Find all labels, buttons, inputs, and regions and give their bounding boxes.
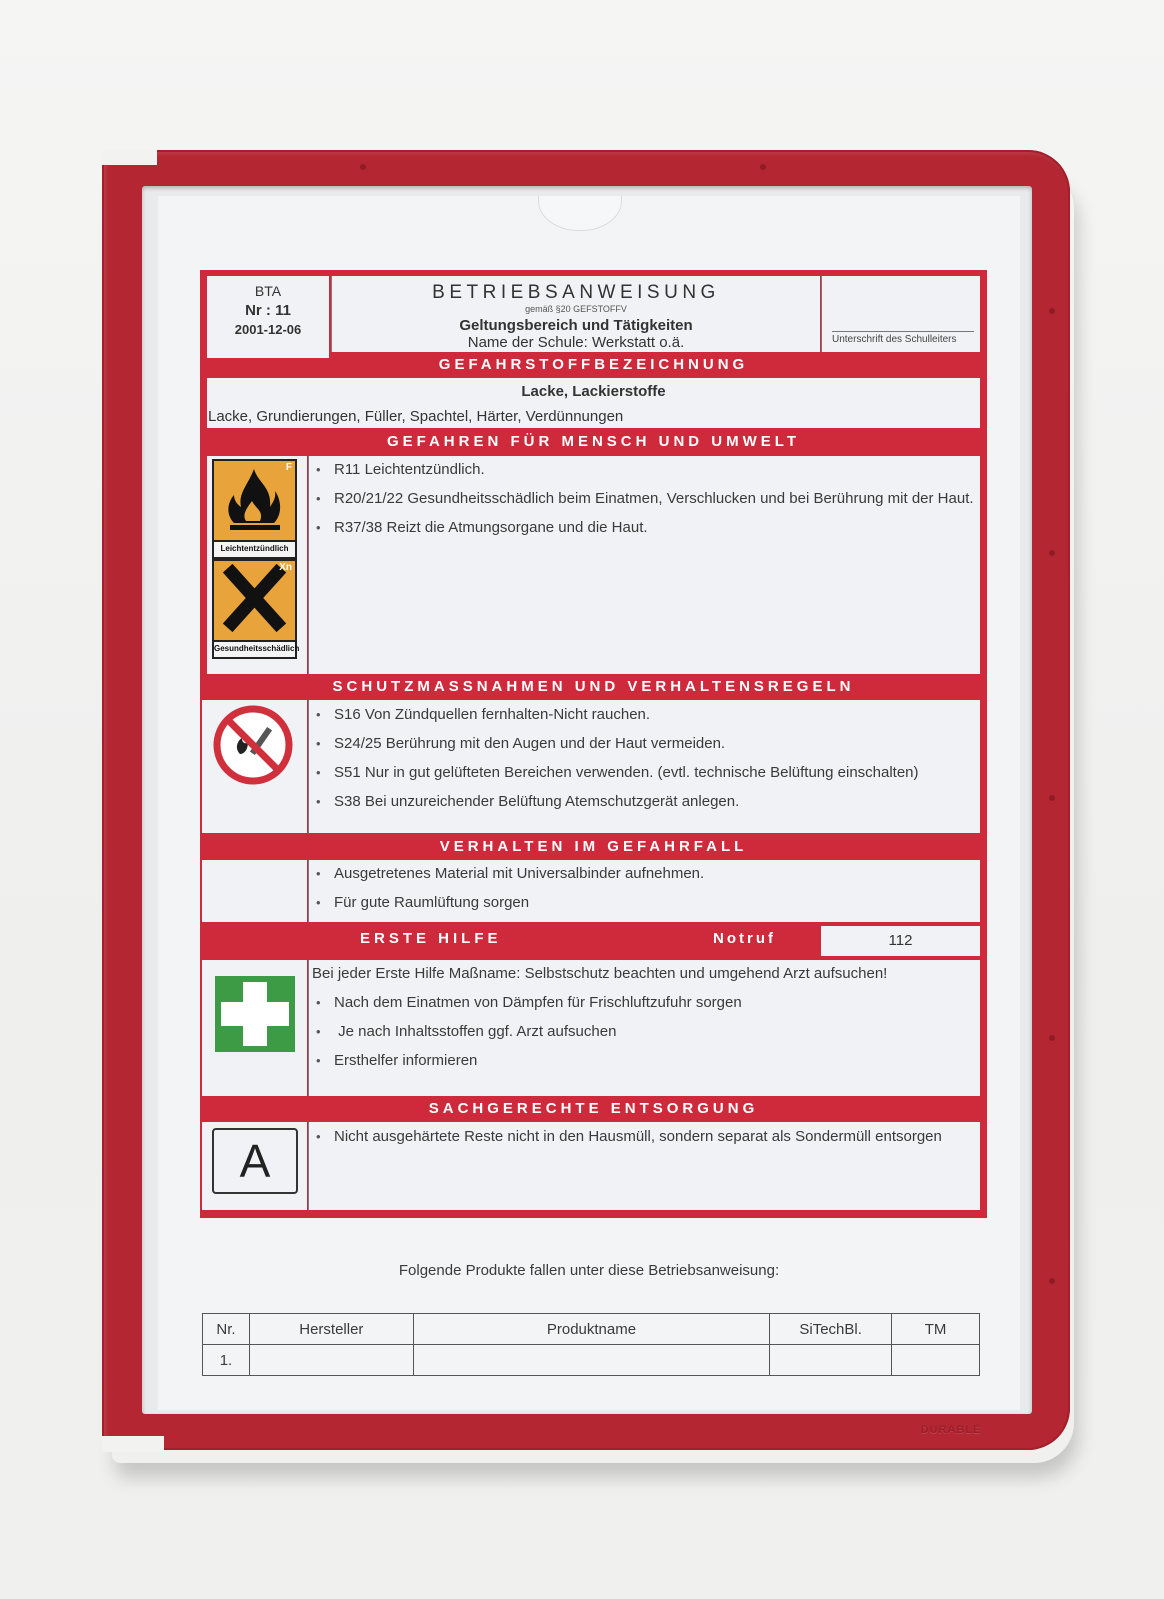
hazards-list (309, 460, 980, 537)
emergency-icon-cell (202, 860, 307, 922)
column-header: Hersteller (249, 1314, 413, 1345)
frame-hole (1049, 795, 1055, 801)
section-title-hazards: GEFAHREN FÜR MENSCH UND UMWELT (386, 433, 801, 450)
first-aid-text-cell (309, 960, 980, 1096)
hazard-symbol-harmful (212, 559, 300, 659)
brand-emboss: DURABLE (920, 1424, 982, 1436)
frame-hole (1049, 550, 1055, 556)
section-title-first-aid: ERSTE HILFE (360, 930, 502, 947)
substance-cell (207, 378, 980, 428)
frame-hole (360, 164, 366, 170)
table-cell (770, 1345, 892, 1376)
disposal-icon-cell (202, 1122, 307, 1210)
section-title-disposal: SACHGERECHTE ENTSORGUNG (428, 1100, 759, 1117)
hazard-item: • R20/21/22 Gesundheitsschädlich beim Einatmen, Verschlucken und bei Berührung mit der Haut. (309, 489, 980, 508)
table-cell (249, 1345, 413, 1376)
disposal-item: • Nicht ausgehärtete Reste nicht in den Hausmüll, sondern separat als Sondermüll entsorgen (309, 1127, 980, 1146)
hazards-text-cell (309, 456, 980, 674)
disposal-category-icon: A (212, 1128, 298, 1194)
instruction-date: 2001-12-06 (234, 322, 302, 337)
disposal-text-cell (309, 1122, 980, 1210)
hazard-label: Gesundheitsschädlich (214, 640, 295, 657)
emergency-text-cell (309, 860, 980, 922)
page-title: BETRIEBSANWEISUNG (432, 282, 720, 303)
first-aid-header (200, 924, 820, 956)
frame-hole (1049, 1035, 1055, 1041)
school-name: Name der Schule: Werkstatt o.ä. (467, 334, 685, 351)
column-header: TM (892, 1314, 980, 1345)
substance-description: Lacke, Grundierungen, Füller, Spachtel, Härter, Verdünnungen (208, 408, 624, 425)
hazard-label: Leichtentzündlich (214, 540, 295, 557)
first-aid-icon-cell (202, 960, 307, 1096)
signature-line (832, 331, 974, 332)
column-header: SiTechBl. (770, 1314, 892, 1345)
first-aid-intro: Bei jeder Erste Hilfe Maßname: Selbstschutz beachten und umgehend Arzt aufsuchen! (312, 965, 888, 982)
column-header: Nr. (203, 1314, 250, 1345)
hazard-symbol-flammable (212, 459, 297, 559)
protection-text-cell (309, 700, 980, 833)
protection-item: • S38 Bei unzureichender Belüftung Atemschutzgerät anlegen. (309, 792, 980, 811)
protection-item: • S24/25 Berührung mit den Augen und der Haut vermeiden. (309, 734, 980, 753)
table-cell: 1. (203, 1345, 250, 1376)
products-table (202, 1313, 980, 1376)
section-title-emergency: VERHALTEN IM GEFAHRFALL (439, 838, 748, 855)
table-cell (892, 1345, 980, 1376)
disposal-list (309, 1127, 980, 1146)
signature-label: Unterschrift des Schulleiters (832, 334, 957, 345)
first-aid-list (309, 993, 980, 1070)
table-row (203, 1345, 980, 1376)
frame-hole (1049, 308, 1055, 314)
protection-list (309, 705, 980, 811)
emergency-call-number: 112 (821, 926, 980, 956)
section-title-protection: SCHUTZMASSNAHMEN UND VERHALTENSREGELN (332, 678, 855, 695)
first-aid-item: • Ersthelfer informieren (309, 1051, 980, 1070)
no-smoking-icon (212, 704, 294, 786)
bta-label: BTA (254, 283, 282, 299)
header-id-cell (207, 276, 329, 358)
protection-item: • S51 Nur in gut gelüfteten Bereichen verwenden. (evtl. technische Belüftung einschalten) (309, 763, 980, 782)
emergency-item: • Ausgetretenes Material mit Universalbinder aufnehmen. (309, 864, 980, 883)
hazard-letter: Xn (279, 562, 292, 573)
first-aid-item: • Nach dem Einatmen von Dämpfen für Frischluftzufuhr sorgen (309, 993, 980, 1012)
header-title-cell (332, 276, 820, 352)
scope-heading: Geltungsbereich und Tätigkeiten (459, 317, 693, 334)
frame-notch (102, 1436, 164, 1452)
emergency-call-label: Notruf (713, 930, 776, 947)
operating-instruction-sheet (200, 270, 987, 1218)
hazard-symbols-cell (207, 456, 307, 674)
page-subtitle: gemäß §20 GEFSTOFFV (525, 304, 627, 314)
column-header: Produktname (413, 1314, 769, 1345)
frame-hole (1049, 1278, 1055, 1284)
first-aid-cross-icon (215, 976, 295, 1052)
hazard-item: • R37/38 Reizt die Atmungsorgane und die Haut. (309, 518, 980, 537)
protection-icon-cell (202, 700, 307, 833)
first-aid-item: • Je nach Inhaltsstoffen ggf. Arzt aufsuchen (309, 1022, 980, 1041)
signature-cell (822, 276, 980, 352)
frame-hole (760, 164, 766, 170)
emergency-item: • Für gute Raumlüftung sorgen (309, 893, 980, 912)
instruction-number: Nr : 11 (245, 302, 291, 319)
emergency-list (309, 864, 980, 912)
products-intro: Folgende Produkte fallen unter diese Betriebsanweisung: (398, 1262, 780, 1279)
section-title-substance: GEFAHRSTOFFBEZEICHNUNG (438, 356, 749, 373)
hazard-letter: F (285, 462, 292, 473)
table-header-row (203, 1314, 980, 1345)
frame-notch (102, 150, 157, 165)
hazard-item: • R11 Leichtentzündlich. (309, 460, 980, 479)
substance-name: Lacke, Lackierstoffe (521, 383, 666, 400)
table-cell (413, 1345, 769, 1376)
protection-item: • S16 Von Zündquellen fernhalten-Nicht rauchen. (309, 705, 980, 724)
flame-icon (214, 461, 295, 539)
